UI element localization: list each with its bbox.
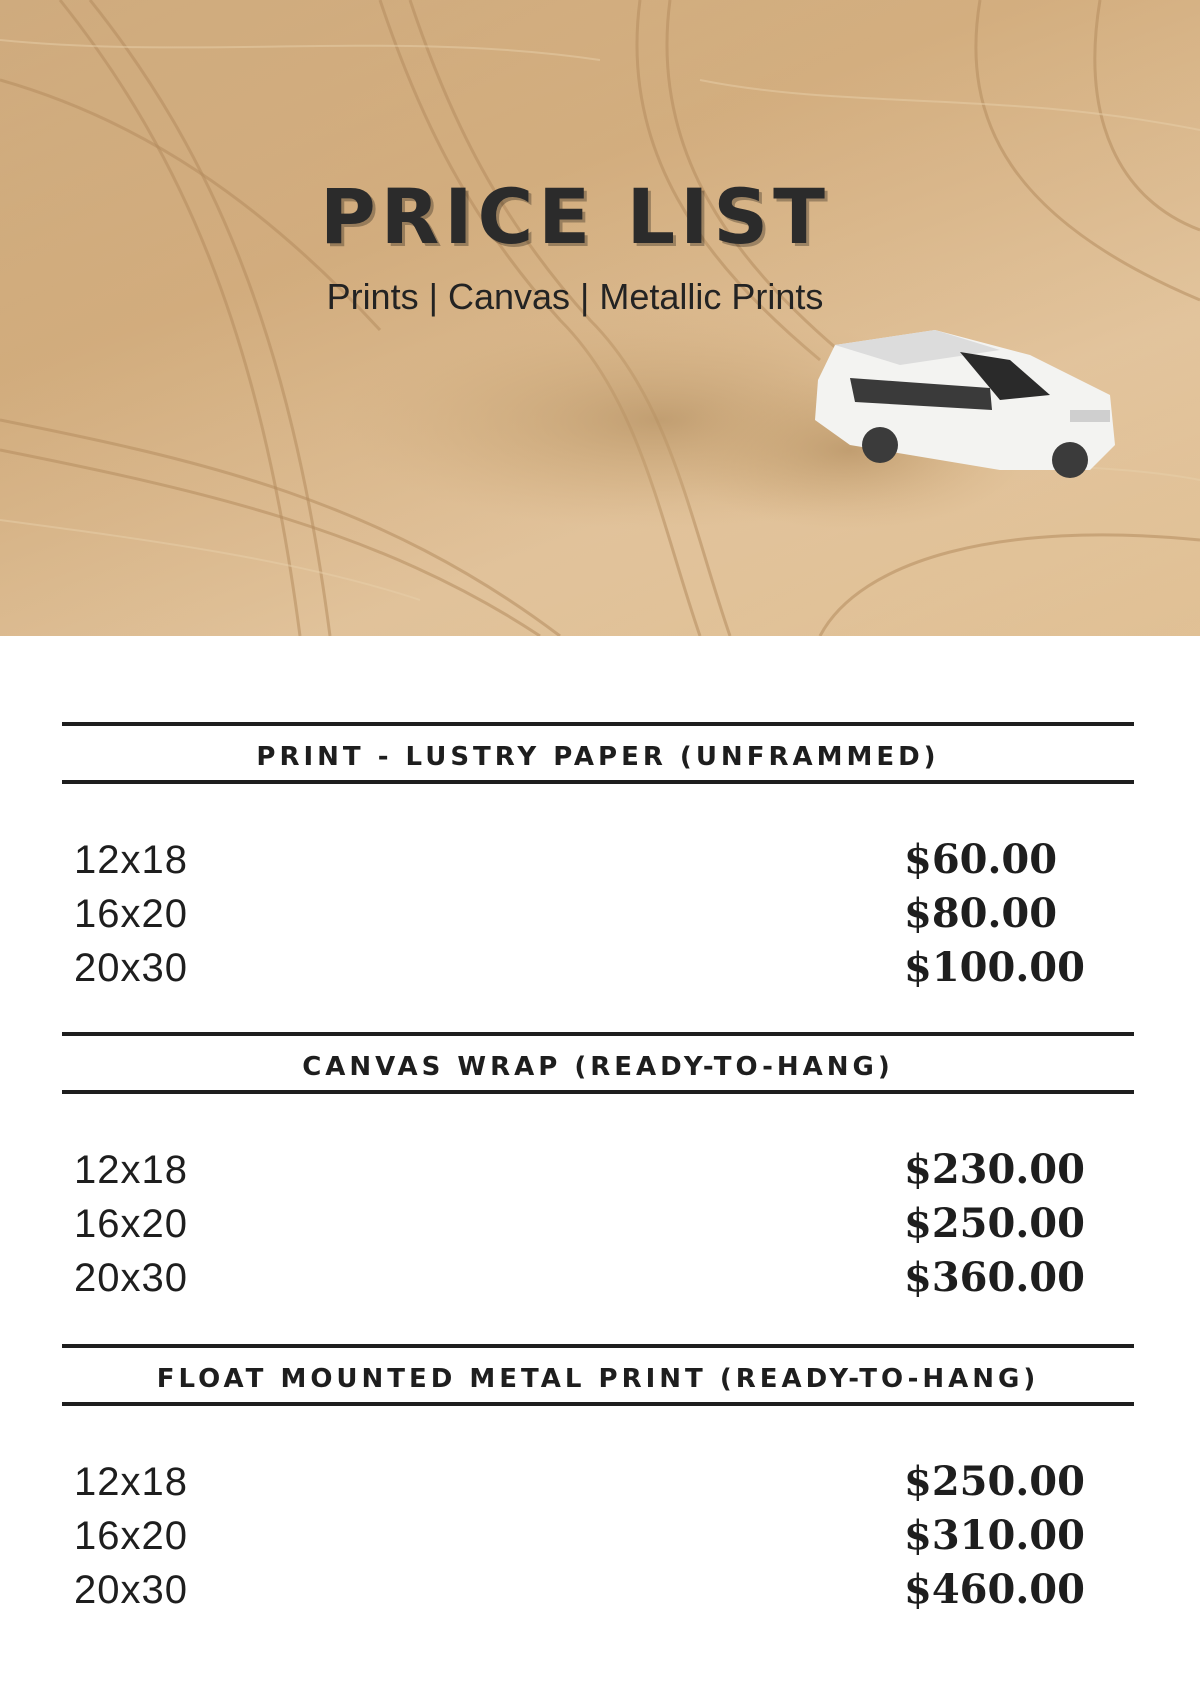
size-label: 20x30: [74, 946, 188, 990]
section-title: FLOAT MOUNTED METAL PRINT (READY-TO-HANG): [156, 1364, 1040, 1394]
price-section-canvas: [62, 1032, 1134, 1312]
price-row: [62, 1508, 1134, 1564]
section-title: PRINT - LUSTRY PAPER (UNFRAMMED): [256, 742, 940, 772]
size-label: 12x18: [74, 838, 188, 882]
price-section-print: [62, 722, 1134, 1002]
price-row: [62, 832, 1134, 888]
price-row: [62, 1454, 1134, 1510]
price-value: $250.00: [904, 1458, 1085, 1505]
desert-photo: [0, 0, 1200, 636]
price-value: $250.00: [904, 1200, 1085, 1247]
price-row: [62, 940, 1134, 996]
page-title: PRICE LIST: [320, 172, 830, 261]
price-row: [62, 1562, 1134, 1618]
price-value: $100.00: [904, 944, 1085, 991]
size-label: 20x30: [74, 1256, 188, 1300]
price-section-metal: [62, 1344, 1134, 1624]
price-row: [62, 886, 1134, 942]
section-bottom-rule: [62, 1090, 1134, 1094]
price-value: $60.00: [904, 836, 1058, 883]
section-bottom-rule: [62, 1402, 1134, 1406]
size-label: 12x18: [74, 1148, 188, 1192]
size-label: 16x20: [74, 1202, 188, 1246]
size-label: 16x20: [74, 892, 188, 936]
size-label: 12x18: [74, 1460, 188, 1504]
price-value: $460.00: [904, 1566, 1085, 1613]
price-value: $80.00: [904, 890, 1058, 937]
price-value: $310.00: [904, 1512, 1085, 1559]
price-value: $360.00: [904, 1254, 1085, 1301]
size-label: 20x30: [74, 1568, 188, 1612]
section-title: CANVAS WRAP (READY-TO-HANG): [302, 1052, 894, 1082]
price-row: [62, 1196, 1134, 1252]
price-row: [62, 1250, 1134, 1306]
page-subtitle: Prints | Canvas | Metallic Prints: [326, 276, 824, 317]
price-value: $230.00: [904, 1146, 1085, 1193]
size-label: 16x20: [74, 1514, 188, 1558]
hero-banner: [0, 0, 1200, 636]
section-bottom-rule: [62, 780, 1134, 784]
price-row: [62, 1142, 1134, 1198]
